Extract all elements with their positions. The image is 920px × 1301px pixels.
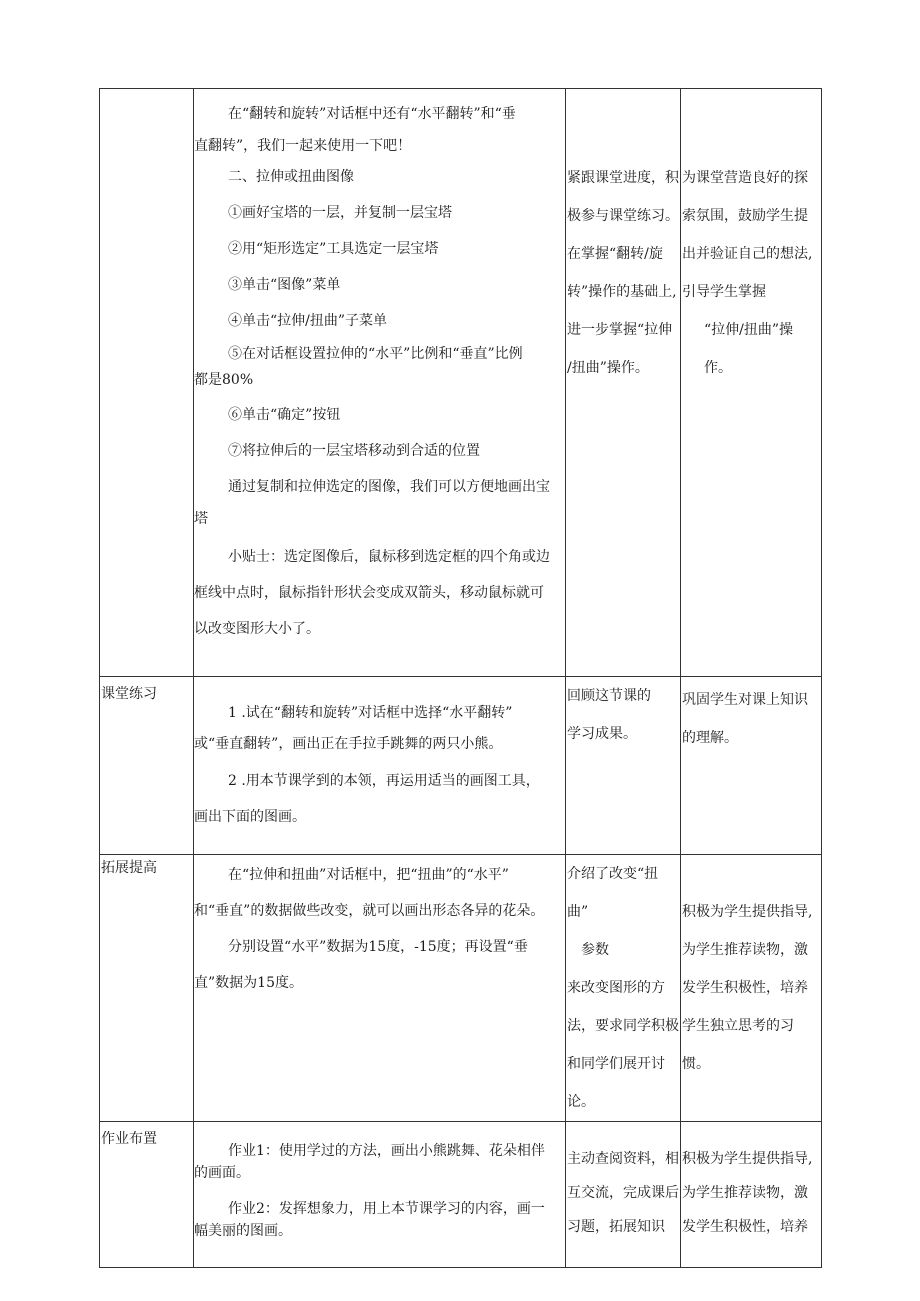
content-line: 画出下面的图画。 xyxy=(194,809,306,825)
intent-line: 为学生推荐读物，激 xyxy=(682,1185,808,1201)
student-activity-cell xyxy=(566,677,681,855)
intent-line: 为学生推荐读物，激 xyxy=(682,942,808,958)
row-label-cell xyxy=(100,89,194,677)
row-label: 课堂练习 xyxy=(101,686,157,702)
content-line: ⑥单击“确定”按钮 xyxy=(228,407,341,423)
design-intent-cell xyxy=(681,677,822,855)
student-line: 极参与课堂练习。 xyxy=(567,208,679,224)
student-line: 回顾这节课的 xyxy=(567,688,651,704)
table-row xyxy=(100,89,822,677)
design-intent-cell xyxy=(681,89,822,677)
intent-line: “拉伸/扭曲”操作。 xyxy=(704,322,794,376)
content-line: ③单击“图像”菜单 xyxy=(228,277,341,293)
content-line: 1 .试在“翻转和旋转”对话框中选择“水平翻转” xyxy=(228,705,513,721)
student-line: 习题，拓展知识 xyxy=(567,1219,665,1235)
content-line: 以改变图形大小了。 xyxy=(194,621,320,637)
content-line: 作业1：使用学过的方法，画出小熊跳舞、花朵相伴 xyxy=(228,1143,545,1159)
content-line: ②用“矩形选定”工具选定一层宝塔 xyxy=(228,241,439,257)
content-line: ①画好宝塔的一层，并复制一层宝塔 xyxy=(228,205,452,221)
intent-line: 为课堂营造良好的探 xyxy=(682,170,808,186)
content-cell xyxy=(194,89,566,677)
intent-line: 发学生积极性，培养 xyxy=(682,1219,808,1235)
content-line: 2 .用本节课学到的本领，再运用适当的画图工具， xyxy=(228,773,540,789)
student-line: /扭曲”操作。 xyxy=(567,360,649,376)
student-line: 来改变图形的方 xyxy=(567,980,665,996)
student-activity-cell xyxy=(566,855,681,1122)
student-line: 紧跟课堂进度，积 xyxy=(567,170,679,186)
student-line: 转”操作的基础上, xyxy=(567,284,677,300)
content-line: 和“垂直”的数据做些改变，就可以画出形态各异的花朵。 xyxy=(194,903,545,919)
row-label: 拓展提高 xyxy=(101,860,157,876)
intent-line: 出并验证自己的想法, xyxy=(682,246,813,262)
student-activity-cell xyxy=(566,89,681,677)
content-line: 直翻转”，我们一起来使用一下吧！ xyxy=(194,138,412,154)
row-label-cell xyxy=(100,677,194,855)
content-line: 在“翻转和旋转”对话框中还有“水平翻转”和“垂 xyxy=(228,106,516,122)
student-line: 介绍了改变“扭曲” xyxy=(567,866,659,920)
content-line: 直”数据为15度。 xyxy=(194,975,303,991)
intent-line: 引导学生掌握 xyxy=(682,284,766,300)
student-line: 和同学们展开讨 xyxy=(567,1056,665,1072)
content-cell xyxy=(194,1122,566,1268)
student-line: 参数 xyxy=(581,942,609,958)
content-line: 都是80% xyxy=(194,372,254,388)
content-line: 二、拉伸或扭曲图像 xyxy=(228,169,354,185)
content-line: 分别设置“水平”数据为15度，-15度；再设置“垂 xyxy=(228,939,528,955)
student-activity-cell xyxy=(566,1122,681,1268)
content-line: 或“垂直翻转”，画出正在手拉手跳舞的两只小熊。 xyxy=(194,736,503,752)
student-line: 主动查阅资料，相 xyxy=(567,1151,679,1167)
intent-line: 巩固学生对课上知识 xyxy=(682,692,808,708)
student-line: 进一步掌握“拉伸 xyxy=(567,322,673,338)
content-line: 在“拉伸和扭曲”对话框中，把“扭曲”的“水平” xyxy=(228,867,509,883)
table-row xyxy=(100,677,822,855)
intent-line: 积极为学生提供指导, xyxy=(682,904,813,920)
intent-line: 索氛围，鼓励学生提 xyxy=(682,208,808,224)
content-line: 框线中点时，鼠标指针形状会变成双箭头，移动鼠标就可 xyxy=(194,585,544,601)
content-line: 塔 xyxy=(194,511,208,527)
content-line: 作业2：发挥想象力，用上本节课学习的内容，画一 xyxy=(228,1201,545,1217)
intent-line: 发学生积极性，培养 xyxy=(682,980,808,996)
content-line: 小贴士：选定图像后，鼠标移到选定框的四个角或边 xyxy=(228,549,550,565)
student-line: 互交流，完成课后 xyxy=(567,1185,679,1201)
row-label-cell xyxy=(100,1122,194,1268)
table-row xyxy=(100,855,822,1122)
intent-line xyxy=(682,855,820,893)
intent-line: 的理解。 xyxy=(682,730,738,746)
content-line: 通过复制和拉伸选定的图像，我们可以方便地画出宝 xyxy=(228,479,550,495)
content-line: 的画面。 xyxy=(194,1165,250,1181)
student-line: 学习成果。 xyxy=(567,726,637,742)
content-cell xyxy=(194,677,566,855)
design-intent-cell xyxy=(681,855,822,1122)
content-line: ⑦将拉伸后的一层宝塔移动到合适的位置 xyxy=(228,443,480,459)
intent-line: 积极为学生提供指导, xyxy=(682,1151,813,1167)
content-line: ④单击“拉伸/扭曲”子菜单 xyxy=(228,313,388,329)
row-label xyxy=(100,89,193,101)
row-label: 作业布置 xyxy=(101,1131,157,1147)
student-line: 法，要求同学积极 xyxy=(567,1018,679,1034)
content-cell xyxy=(194,855,566,1122)
content-line: ⑤在对话框设置拉伸的“水平”比例和“垂直”比例 xyxy=(228,346,523,362)
design-intent-cell xyxy=(681,1122,822,1268)
lesson-plan-table xyxy=(99,88,822,1268)
table-row xyxy=(100,1122,822,1268)
student-line: 论。 xyxy=(567,1094,595,1110)
intent-line: 学生独立思考的习惯。 xyxy=(682,1018,794,1072)
content-line: 幅美丽的图画。 xyxy=(194,1223,292,1239)
row-label-cell xyxy=(100,855,194,1122)
student-line: 在掌握“翻转/旋 xyxy=(567,246,663,262)
